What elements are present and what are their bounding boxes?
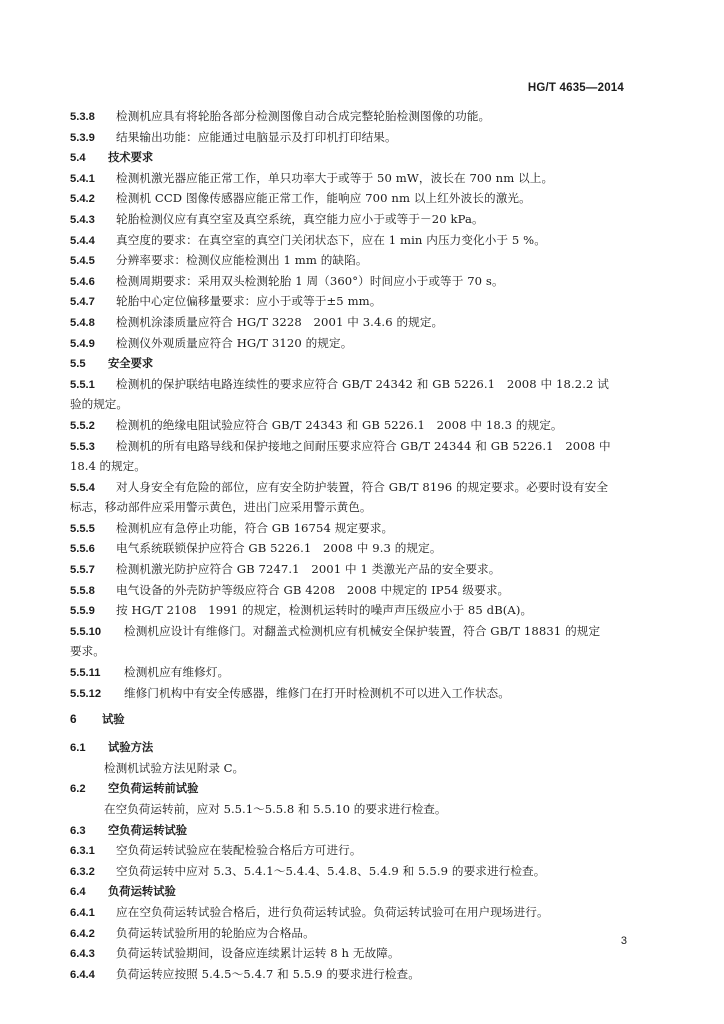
clause-5-5-4 [70, 477, 640, 498]
clause-text: 电气系统联锁保护应符合 GB 5226.1 2008 中 9.3 的规定。 [116, 541, 442, 556]
clause-number: 5.4.3 [70, 213, 95, 226]
clause-5-4-9 [70, 333, 640, 354]
clause-text: 负荷运转试验期间，设备应连续累计运转 8 h 无故障。 [116, 946, 400, 961]
clause-number: 5.5.4 [70, 481, 95, 494]
clause-text: 结果输出功能：应能通过电脑显示及打印机打印结果。 [116, 129, 397, 144]
section-number: 5.4 [70, 152, 86, 165]
section-number: 6.3 [70, 824, 86, 837]
clause-text: 空负荷运转中应对 5.3、5.4.1～5.4.4、5.4.8、5.4.9 和 5.5.9 的要求进行检查。 [116, 863, 546, 878]
clause-text: 维修门机构中有安全传感器，维修门在打开时检测机不可以进入工作状态。 [124, 685, 510, 700]
clause-5-5-11 [70, 662, 640, 683]
clause-number: 5.5.5 [70, 522, 95, 535]
clause-number: 5.4.5 [70, 255, 95, 268]
clause-5-5-7 [70, 559, 640, 580]
standard-code-header: HG/T 4635—2014 [527, 82, 624, 94]
clause-5-4-5 [70, 250, 640, 271]
clause-text: 负荷运转试验所用的轮胎应为合格品。 [116, 925, 315, 940]
clause-number: 6.3.1 [70, 845, 95, 858]
section-number: 6.2 [70, 783, 86, 796]
clause-number: 6.4.4 [70, 968, 95, 981]
clause-5-5-5 [70, 518, 640, 539]
clause-text: 检测机涂漆质量应符合 HG/T 3228 2001 中 3.4.6 的规定。 [116, 314, 444, 329]
clause-5-5-10 [70, 621, 640, 642]
chapter-6-heading [70, 708, 640, 730]
clause-text: 检测机应有维修灯。 [124, 665, 230, 680]
clause-5-5-2 [70, 415, 640, 436]
clause-5-5-3 [70, 436, 640, 457]
clause-number: 5.4.8 [70, 316, 95, 329]
clause-text: 检测机的保护联结电路连续性的要求应符合 GB/T 24342 和 GB 5226.1 2008 中 18.2.2 试 [116, 376, 609, 391]
clause-5-4-3 [70, 209, 640, 230]
clause-text: 检测机的所有电路导线和保护接地之间耐压要求应符合 GB/T 24344 和 GB 5226.1 2008 中 [116, 438, 611, 453]
page-number: 3 [620, 935, 627, 947]
clause-number: 5.5.1 [70, 378, 95, 391]
clause-5-3-8 [70, 106, 640, 127]
section-number: 6.1 [70, 742, 86, 755]
clause-text: 检测机应有急停止功能，符合 GB 16754 规定要求。 [116, 520, 394, 535]
clause-text: 检测周期要求：采用双头检测轮胎 1 周（360°）时间应小于或等于 70 s。 [116, 273, 504, 288]
clause-number: 5.5.11 [70, 667, 101, 680]
clause-text: 分辨率要求：检测仪应能检测出 1 mm 的缺陷。 [116, 253, 368, 268]
clause-number: 5.4.9 [70, 337, 95, 350]
clause-continuation: 要求。 [70, 644, 105, 659]
clause-6-4-1 [70, 902, 640, 923]
clause-text: 检测机 CCD 图像传感器应能正常工作，能响应 700 nm 以上红外波长的激光。 [116, 191, 531, 206]
clause-5-4-2 [70, 188, 640, 209]
clause-continuation: 18.4 的规定。 [70, 459, 146, 474]
clause-5-5-6 [70, 538, 640, 559]
clause-5-4-7 [70, 291, 640, 312]
clause-5-5-8 [70, 580, 640, 601]
clause-number: 5.4.7 [70, 296, 95, 309]
section-title: 技术要求 [108, 152, 154, 165]
clause-text: 检测机激光器应能正常工作，单只功率大于或等于 50 mW，波长在 700 nm 以上。 [116, 170, 554, 185]
clause-continuation: 标志，移动部件应采用警示黄色，进出门应采用警示黄色。 [70, 500, 372, 515]
section-number: 5.5 [70, 358, 86, 371]
clause-text: 检测机的绝缘电阻试验应符合 GB/T 24343 和 GB 5226.1 2008 中 18.3 的规定。 [116, 417, 563, 432]
clause-5-5-1 [70, 374, 640, 395]
clause-number: 5.3.9 [70, 131, 95, 144]
clause-text: 空负荷运转试验应在装配检验合格后方可进行。 [116, 843, 362, 858]
clause-number: 5.4.6 [70, 275, 95, 288]
clause-text: 负荷运转应按照 5.4.5～5.4.7 和 5.5.9 的要求进行检查。 [116, 966, 420, 981]
clause-6-3-2 [70, 861, 640, 882]
section-title: 试验方法 [108, 742, 154, 755]
clause-number: 5.3.8 [70, 111, 95, 123]
clause-number: 5.5.8 [70, 584, 95, 597]
clause-text: 对人身安全有危险的部位，应有安全防护装置，符合 GB/T 8196 的规定要求。必要时设有安全 [116, 479, 609, 494]
clause-5-4-1 [70, 168, 640, 189]
section-6-4-heading [70, 881, 640, 902]
clause-5-5-12 [70, 683, 640, 704]
clause-6-4-4 [70, 964, 640, 985]
clause-6-3-1 [70, 840, 640, 861]
clause-text: 轮胎检测仪应有真空室及真空系统，真空能力应小于或等于－20 kPa。 [116, 211, 484, 226]
clause-number: 5.4.1 [70, 172, 95, 185]
section-6-1-heading [70, 737, 640, 758]
clause-number: 5.5.3 [70, 440, 95, 453]
section-title: 空负荷运转试验 [108, 824, 188, 837]
clause-number: 5.5.6 [70, 543, 95, 556]
section-title: 负荷运转试验 [108, 886, 176, 899]
section-number: 6.4 [70, 886, 86, 899]
section-body: 在空负荷运转前，应对 5.5.1～5.5.8 和 5.5.10 的要求进行检查。 [104, 802, 447, 816]
section-5-5-heading [70, 353, 640, 374]
clause-5-4-4 [70, 230, 640, 251]
clause-6-4-3 [70, 943, 640, 964]
section-5-4-heading [70, 147, 640, 168]
clause-number: 5.5.9 [70, 605, 95, 618]
clause-text: 检测仪外观质量应符合 HG/T 3120 的规定。 [116, 335, 353, 350]
clause-6-4-2 [70, 923, 640, 944]
clause-5-5-9 [70, 600, 640, 621]
clause-number: 5.5.2 [70, 419, 95, 432]
clause-number: 5.4.4 [70, 234, 95, 247]
clause-5-3-9 [70, 127, 640, 148]
section-title: 空负荷运转前试验 [108, 783, 199, 796]
section-body: 检测机试验方法见附录 C。 [104, 760, 245, 775]
section-6-3-heading [70, 820, 640, 841]
clause-text: 检测机激光防护应符合 GB 7247.1 2001 中 1 类激光产品的安全要求。 [116, 562, 501, 577]
clause-number: 6.4.2 [70, 927, 95, 940]
chapter-number: 6 [70, 712, 77, 727]
clause-continuation: 验的规定。 [70, 397, 128, 412]
clause-text: 真空度的要求：在真空室的真空门关闭状态下，应在 1 min 内压力变化小于 5 %。 [116, 232, 546, 247]
clause-5-4-6 [70, 271, 640, 292]
clause-5-4-8 [70, 312, 640, 333]
clause-text: 应在空负荷运转试验合格后，进行负荷运转试验。负荷运转试验可在用户现场进行。 [116, 904, 549, 919]
clause-text: 电气设备的外壳防护等级应符合 GB 4208 2008 中规定的 IP54 级要求。 [116, 582, 510, 597]
clause-number: 5.5.10 [70, 625, 102, 638]
clause-number: 6.3.2 [70, 865, 95, 878]
clause-number: 5.5.12 [70, 687, 102, 700]
section-6-2-heading [70, 778, 640, 799]
section-title: 安全要求 [108, 358, 154, 371]
clause-number: 6.4.1 [70, 906, 95, 919]
chapter-title: 试验 [102, 714, 125, 727]
clause-text: 检测机应具有将轮胎各部分检测图像自动合成完整轮胎检测图像的功能。 [116, 109, 491, 123]
clause-text: 检测机应设计有维修门。对翻盖式检测机应有机械安全保护装置，符合 GB/T 18831 的规定 [124, 623, 601, 638]
clause-number: 5.5.7 [70, 564, 95, 577]
clause-number: 5.4.2 [70, 193, 95, 206]
clause-text: 轮胎中心定位偏移量要求：应小于或等于±5 mm。 [116, 294, 382, 309]
clause-number: 6.4.3 [70, 948, 95, 961]
document-body [70, 106, 640, 984]
clause-text: 按 HG/T 2108 1991 的规定，检测机运转时的噪声声压级应小于 85 dB(A)。 [116, 603, 533, 618]
